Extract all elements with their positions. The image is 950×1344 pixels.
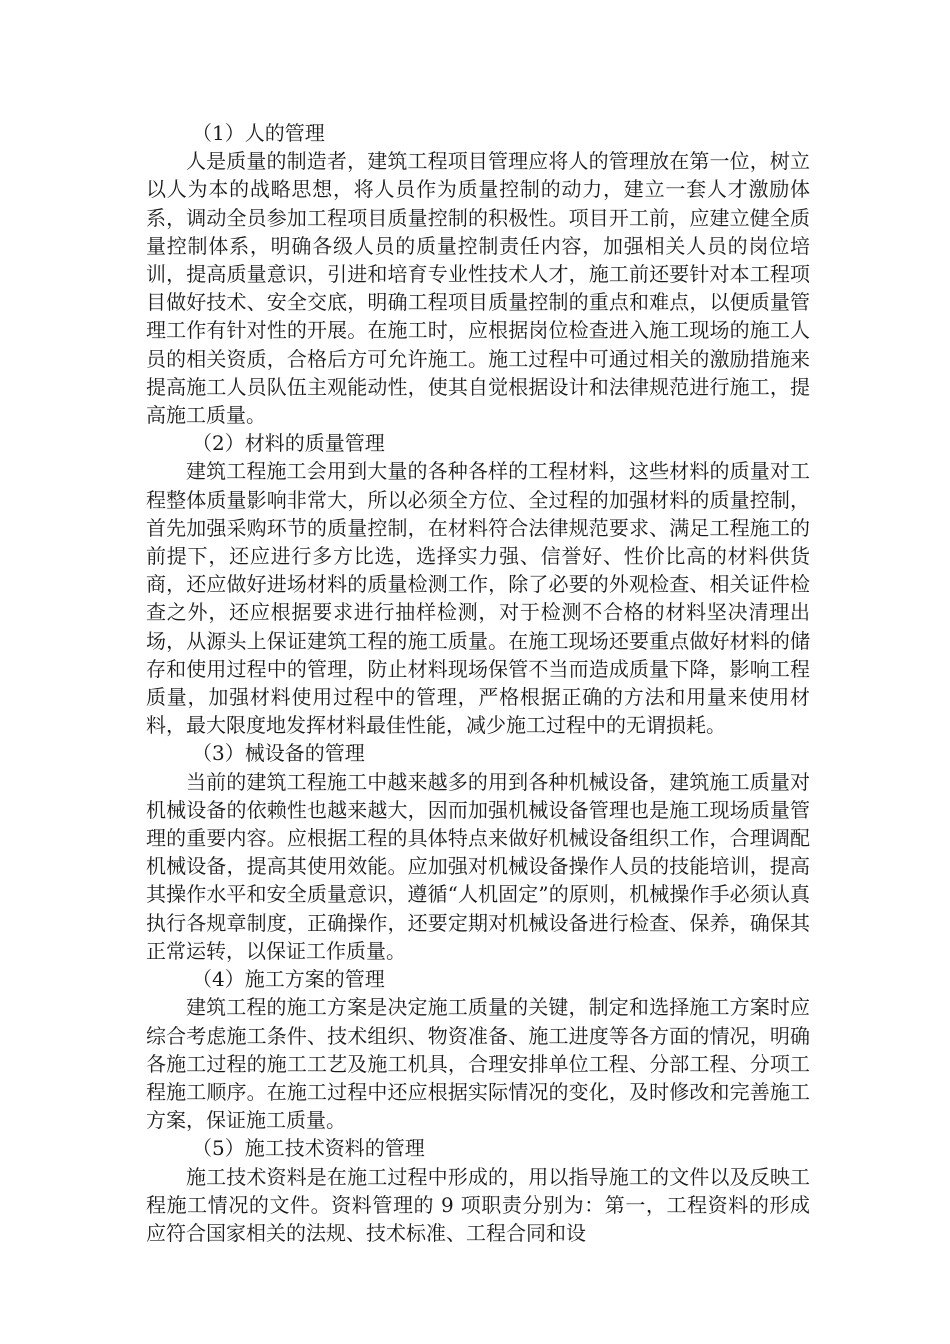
section-body-people: 人是质量的制造者，建筑工程项目管理应将人的管理放在第一位，树立以人为本的战略思想，将人员作为质量控制的动力，建立一套人才激励体系，调动全员参加工程项目质量控制的积极性。项目开工前，应建立健全质量控制体系，明确各级人员的质量控制责任内容，加强相关人员的岗位培训，提高质量意识，引进和培育专业性技术人才，施工前还要针对本工程项目做好技术、安全交底，明确工程项目质量控制的重点和难点，以便质量管理工作有针对性的开展。在施工时，应根据岗位检查进入施工现场的施工人员的相关资质，合格后方可允许施工。施工过程中可通过相关的激励措施来提高施工人员队伍主观能动性，使其自觉根据设计和法律规范进行施工，提高施工质量。 <box>146 149 810 428</box>
section-heading-materials: （2）材料的质量管理 <box>192 431 385 456</box>
document-body <box>146 119 810 1247</box>
section-heading-technical-documents: （5）施工技术资料的管理 <box>192 1136 425 1161</box>
section-body-technical-documents: 施工技术资料是在施工过程中形成的，用以指导施工的文件以及反映工程施工情况的文件。资料管理的 9 项职责分别为：第一，工程资料的形成应符合国家相关的法规、技术标准、工程合同和设 <box>146 1164 810 1245</box>
section-body-construction-plan: 建筑工程的施工方案是决定施工质量的关键，制定和选择施工方案时应综合考虑施工条件、技术组织、物资准备、施工进度等各方面的情况，明确各施工过程的施工工艺及施工机具，合理安排单位工程、分部工程、分项工程施工顺序。在施工过程中还应根据实际情况的变化，及时修改和完善施工方案，保证施工质量。 <box>146 995 810 1133</box>
section-heading-equipment: （3）械设备的管理 <box>192 741 365 766</box>
section-heading-construction-plan: （4）施工方案的管理 <box>192 967 385 992</box>
section-body-equipment: 当前的建筑工程施工中越来越多的用到各种机械设备，建筑施工质量对机械设备的依赖性也越来越大，因而加强机械设备管理也是施工现场质量管理的重要内容。应根据工程的具体特点来做好机械设备组织工作，合理调配机械设备，提高其使用效能。应加强对机械设备操作人员的技能培训，提高其操作水平和安全质量意识，遵循“人机固定”的原则，机械操作手必须认真执行各规章制度，正确操作，还要定期对机械设备进行检查、保养，确保其正常运转，以保证工作质量。 <box>146 769 810 963</box>
section-heading-people: （1）人的管理 <box>192 121 325 145</box>
section-body-materials: 建筑工程施工会用到大量的各种各样的工程材料，这些材料的质量对工程整体质量影响非常大，所以必须全方位、全过程的加强材料的质量控制，首先加强采购环节的质量控制，在材料符合法律规范要求、满足工程施工的前提下，还应进行多方比选，选择实力强、信誉好、性价比高的材料供货商，还应做好进场材料的质量检测工作，除了必要的外观检查、相关证件检查之外，还应根据要求进行抽样检测，对于检测不合格的材料坚决清理出场，从源头上保证建筑工程的施工质量。在施工现场还要重点做好材料的储存和使用过程中的管理，防止材料现场保管不当而造成质量下降，影响工程质量，加强材料使用过程中的管理，严格根据正确的方法和用量来使用材料，最大限度地发挥材料最佳性能，减少施工过程中的无谓损耗。 <box>146 459 810 738</box>
